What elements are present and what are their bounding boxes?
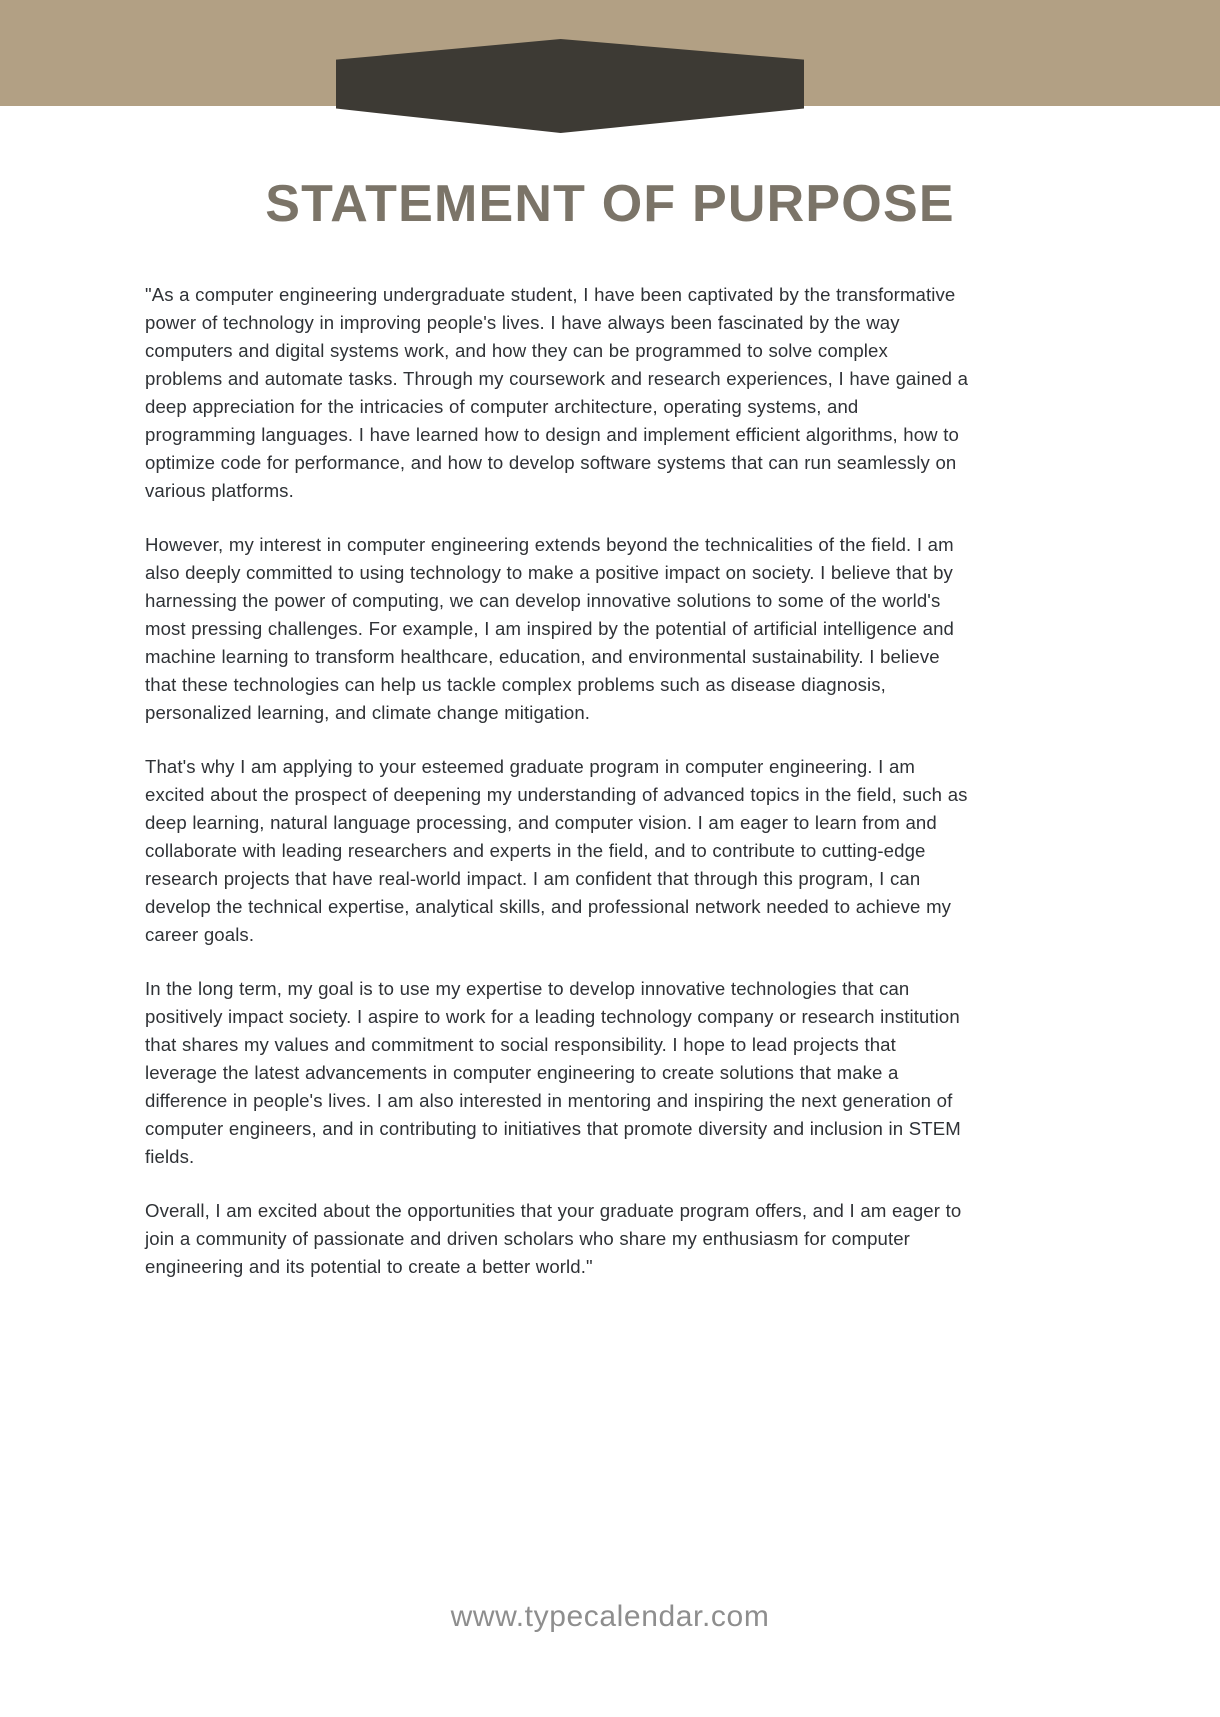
footer-watermark-url: www.typecalendar.com (450, 1600, 770, 1633)
body-paragraph: However, my interest in computer engineering extends beyond the technicalities of the field. I am also deeply committed to using technology to make a positive impact on society. I believe that by harnessing the power of computing, we can develop innovative solutions to some of the world's most pressing challenges. For example, I am inspired by the potential of artificial intelligence and machine learning to transform healthcare, education, and environmental sustainability. I believe that these technologies can help us tackle complex problems such as disease diagnosis, personalized learning, and climate change mitigation. (145, 534, 954, 723)
document-body (145, 281, 970, 1281)
body-paragraph: Overall, I am excited about the opportunities that your graduate program offers, and I am eager to join a community of passionate and driven scholars who share my enthusiasm for computer engineering and its potential to create a better world." (145, 1200, 962, 1277)
page-title: STATEMENT OF PURPOSE (265, 175, 955, 233)
body-paragraph: In the long term, my goal is to use my expertise to develop innovative technologies that can positively impact society. I aspire to work for a leading technology company or research institution that shares my values and commitment to social responsibility. I hope to lead projects that leverage the latest advancements in computer engineering to create solutions that make a difference in people's lives. I am also interested in mentoring and inspiring the next generation of computer engineers, and in contributing to initiatives that promote diversity and inclusion in STEM fields. (145, 978, 961, 1167)
body-paragraph: That's why I am applying to your esteemed graduate program in computer engineering. I am excited about the prospect of deepening my understanding of advanced topics in the field, such as deep learning, natural language processing, and computer vision. I am eager to learn from and collaborate with leading researchers and experts in the field, and to contribute to cutting-edge research projects that have real-world impact. I am confident that through this program, I can develop the technical expertise, analytical skills, and professional network needed to achieve my career goals. (145, 756, 968, 945)
body-paragraph: "As a computer engineering undergraduate student, I have been captivated by the transformative power of technology in improving people's lives. I have always been fascinated by the way computers and digital systems work, and how they can be programmed to solve complex problems and automate tasks. Through my coursework and research experiences, I have gained a deep appreciation for the intricacies of computer architecture, operating systems, and programming languages. I have learned how to design and implement efficient algorithms, how to optimize code for performance, and how to develop software systems that can run seamlessly on various platforms. (145, 284, 969, 501)
